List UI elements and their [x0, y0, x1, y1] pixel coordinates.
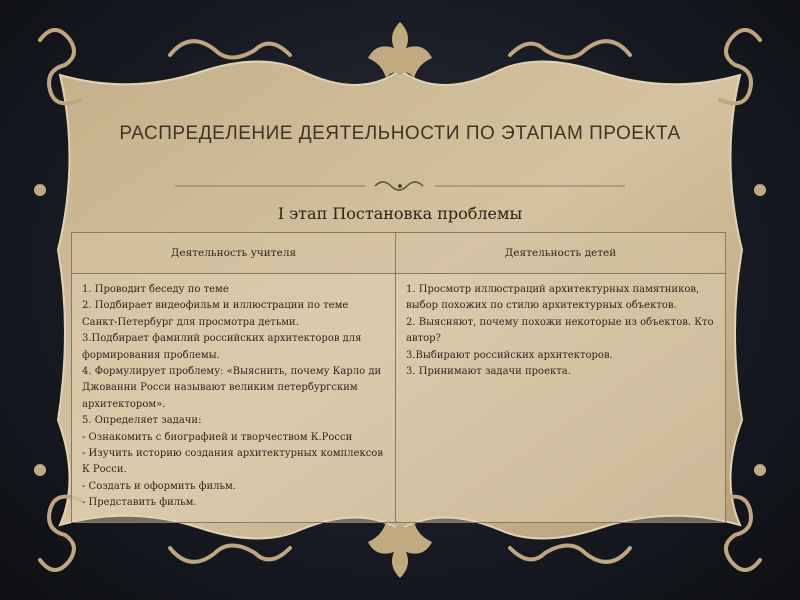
- stage-subtitle: I этап Постановка проблемы: [277, 204, 523, 223]
- teacher-line: 2. Подбирает видеофильм и иллюстрации по теме Санкт-Петербург для просмотра детьми.: [82, 300, 349, 328]
- children-line: 3.Выбирают российских архитекторов.: [406, 349, 613, 361]
- side-ornament-right: [754, 464, 766, 476]
- divider-ornament: [175, 176, 625, 196]
- top-center-ornament: [368, 22, 432, 78]
- children-line: 2. Выясняют, почему похожи некоторые из объектов. Кто автор?: [406, 316, 714, 345]
- slide-title: РАСПРЕДЕЛЕНИЕ ДЕЯТЕЛЬНОСТИ ПО ЭТАПАМ ПРОЕКТА: [119, 123, 681, 144]
- table-header-row: [72, 233, 726, 274]
- teacher-line: 4. Формулирует проблему: «Выяснить, почему Карло ди Джованни Росси называют великим петербургским архитектором».: [82, 366, 382, 410]
- teacher-line: - Создать и оформить фильм.: [82, 480, 236, 492]
- teacher-line: - Изучить историю создания архитектурных комплексов К Росси.: [82, 448, 383, 476]
- teacher-line: - Представить фильм.: [82, 497, 197, 509]
- children-line: 1. Просмотр иллюстраций архитектурных памятников, выбор похожих по стилю архитектурных объектов.: [406, 284, 700, 312]
- bottom-center-ornament: [368, 522, 432, 578]
- side-ornament-right-top: [754, 184, 766, 196]
- top-ornament-right: [510, 41, 630, 57]
- children-activity-cell: [396, 274, 726, 523]
- activity-table: [71, 232, 726, 523]
- header-teacher: Деятельность учителя: [72, 233, 396, 274]
- top-ornament-left: [170, 41, 290, 57]
- bottom-ornament-left: [170, 546, 290, 562]
- side-ornament-left-top: [34, 184, 46, 196]
- teacher-line: 3.Подбирает фамилий российских архитекторов для формирования проблемы.: [82, 333, 362, 361]
- side-ornament-left: [34, 464, 46, 476]
- teacher-line: - Ознакомить с биографией и творчеством К.Росси: [82, 431, 353, 443]
- bottom-ornament-right: [510, 546, 630, 562]
- table-row: [72, 274, 726, 523]
- teacher-line: 1. Проводит беседу по теме: [82, 284, 229, 295]
- teacher-line: 5. Определяет задачи:: [82, 415, 202, 427]
- children-line: 3. Принимают задачи проекта.: [406, 366, 571, 378]
- header-children: Деятельность детей: [396, 233, 726, 274]
- teacher-activity-cell: [72, 274, 396, 523]
